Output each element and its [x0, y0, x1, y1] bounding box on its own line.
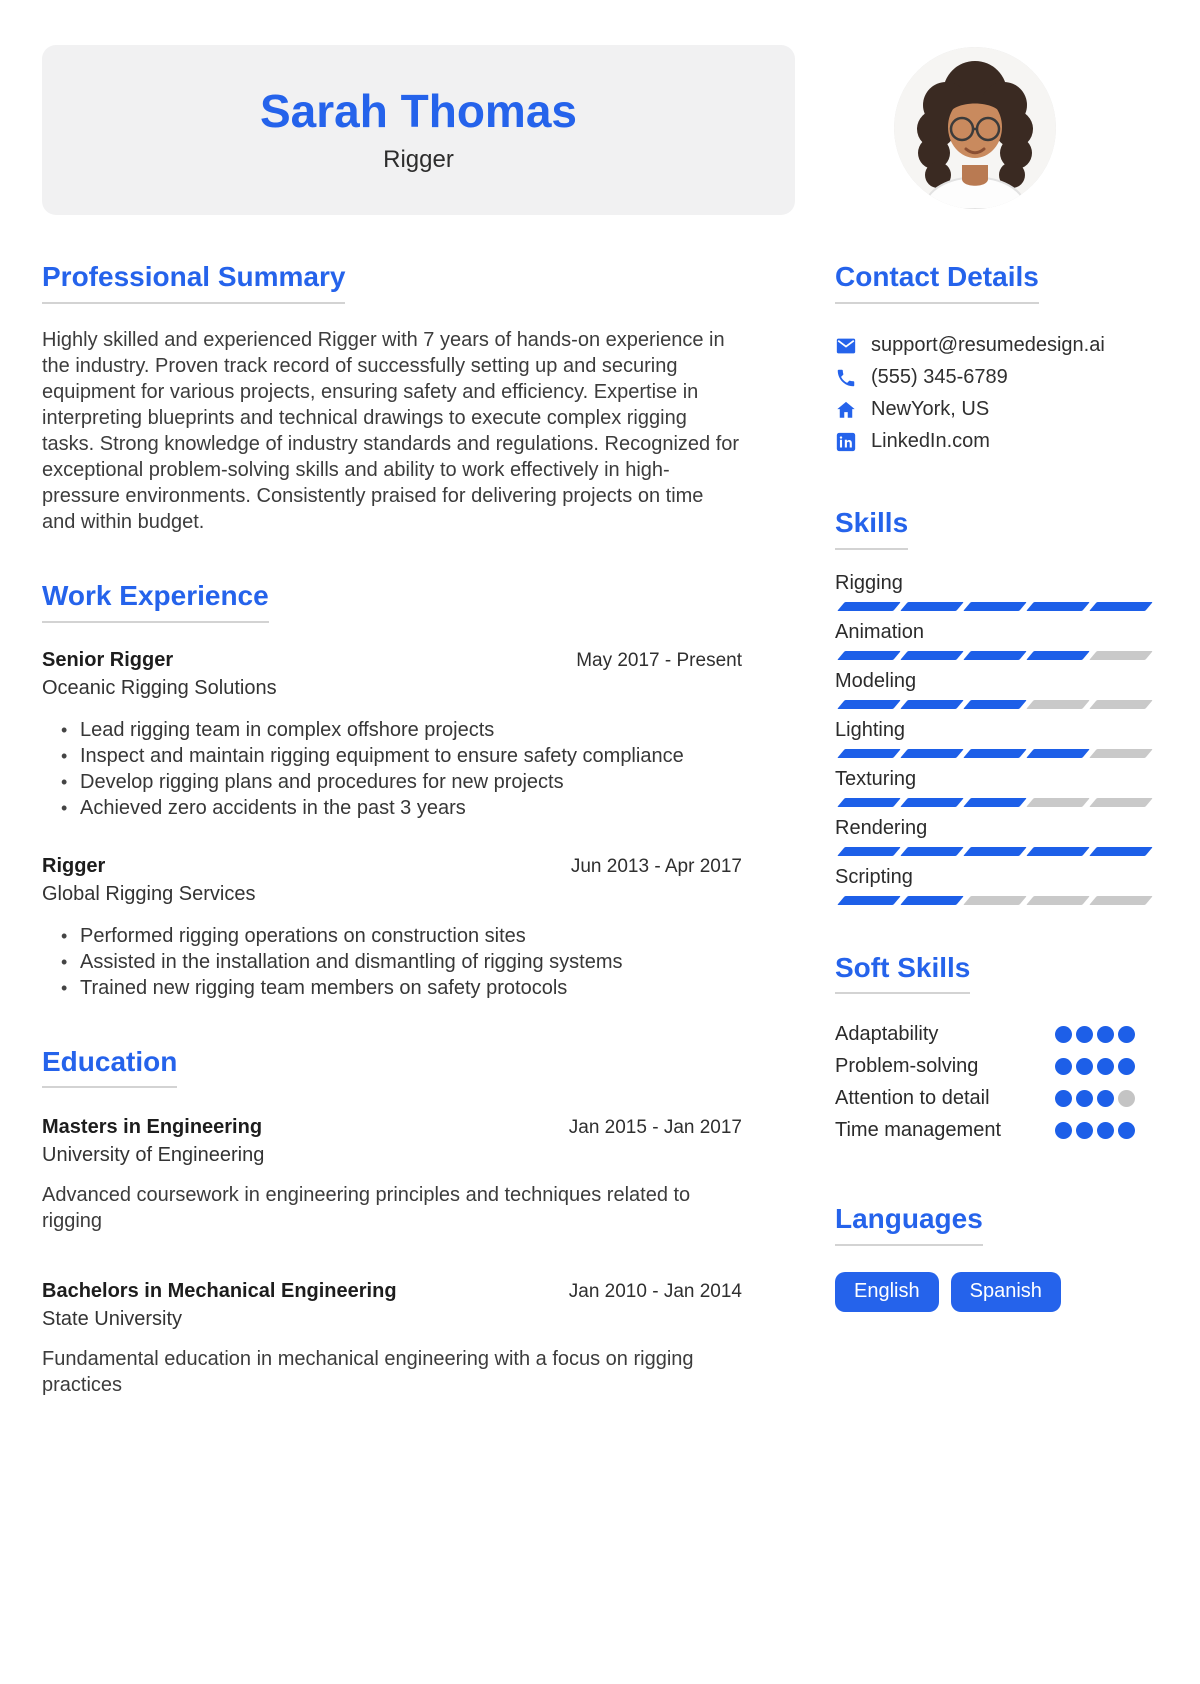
rating-dot-empty	[1055, 1143, 1072, 1160]
skill-name: Texturing	[835, 767, 917, 790]
job-dates: Jun 2013 - Apr 2017	[570, 855, 742, 877]
job-company: Oceanic Rigging Solutions	[42, 676, 277, 699]
avatar-illustration	[894, 47, 1056, 209]
skill-name: Rigging	[835, 571, 903, 594]
content-columns	[42, 262, 1155, 1444]
rating-dot-filled	[1118, 1058, 1135, 1075]
job-bullet: • Lead rigging team in complex offshore projects	[80, 717, 742, 743]
education-dates: Jan 2015 - Jan 2017	[568, 1117, 742, 1139]
skill-bar-segment-empty	[1089, 798, 1153, 807]
skill-bar	[835, 798, 1155, 807]
skill-row	[835, 572, 1155, 611]
skill-bar-segment-filled	[963, 847, 1027, 856]
skill-bar-segment-filled	[837, 602, 901, 611]
education-heading: Education	[42, 1047, 177, 1089]
skill-bar-segment-filled	[900, 651, 964, 660]
job-company: Global Rigging Services	[42, 882, 256, 905]
languages-list	[835, 1272, 1155, 1312]
skill-row	[835, 621, 1155, 660]
job-title: Senior Rigger	[42, 648, 174, 671]
contact-item-text: NewYork, US	[871, 398, 990, 421]
header-card	[42, 45, 795, 215]
job-entry	[42, 855, 742, 1001]
job-bullet: • Develop rigging plans and procedures for new projects	[80, 769, 742, 795]
skills-section	[835, 508, 1155, 905]
skill-row	[835, 817, 1155, 856]
skill-bar-segment-filled	[963, 798, 1027, 807]
skill-bar-segment-filled	[1089, 602, 1153, 611]
education-entry-header	[42, 1116, 742, 1139]
contact-item	[835, 394, 1155, 426]
skill-bar-segment-filled	[1089, 847, 1153, 856]
skill-bar-segment-filled	[900, 896, 964, 905]
skill-bar-segment-filled	[1026, 602, 1090, 611]
contact-item	[835, 362, 1155, 394]
job-title: Rigger	[42, 854, 106, 877]
rating-dot-filled	[1097, 1026, 1114, 1043]
skill-bar-segment-empty	[1089, 700, 1153, 709]
skill-bar-segment-filled	[837, 749, 901, 758]
languages-heading: Languages	[835, 1204, 983, 1246]
skill-bar-segment-filled	[963, 700, 1027, 709]
soft-skills-list	[835, 1018, 1155, 1146]
skill-bar	[835, 749, 1155, 758]
job-bullet: • Performed rigging operations on construction sites	[80, 923, 742, 949]
education-description: Advanced coursework in engineering principles and techniques related to rigging	[42, 1184, 691, 1233]
contact-item[interactable]	[835, 426, 1155, 458]
contact-item-text: (555) 345-6789	[871, 366, 1008, 389]
rating-dot-filled	[1118, 1026, 1135, 1043]
skill-row	[835, 719, 1155, 758]
soft-skill-name: Attention to detail	[835, 1086, 990, 1109]
skill-row	[835, 768, 1155, 807]
rating-dot-filled	[1055, 1122, 1072, 1139]
school-name: State University	[42, 1308, 183, 1331]
skill-bar-segment-filled	[1026, 847, 1090, 856]
rating-dot-filled	[1097, 1058, 1114, 1075]
job-entry	[42, 649, 742, 821]
summary-section	[42, 262, 742, 535]
rating-dot-empty	[1118, 1090, 1135, 1107]
skill-bar-segment-empty	[1026, 798, 1090, 807]
contact-item-text: LinkedIn.com	[871, 430, 990, 453]
soft-skills-heading: Soft Skills	[835, 953, 970, 995]
school-name: University of Engineering	[42, 1144, 265, 1167]
skill-name: Animation	[835, 620, 924, 643]
rating-dot-filled	[1076, 1058, 1093, 1075]
soft-skill-dots	[1055, 1122, 1135, 1139]
soft-skills-section	[835, 953, 1155, 1147]
rating-dot-filled	[1118, 1122, 1135, 1139]
education-entry	[42, 1116, 742, 1234]
skill-bar-segment-filled	[963, 602, 1027, 611]
language-pill-spanish[interactable]: Spanish	[951, 1272, 1061, 1312]
job-bullet: • Assisted in the installation and dismantling of rigging systems	[80, 949, 742, 975]
job-bullet: • Trained new rigging team members on safety protocols	[80, 975, 742, 1001]
education-list	[42, 1116, 742, 1398]
person-name: Sarah Thomas	[260, 84, 577, 137]
job-bullet-list	[42, 717, 742, 821]
experience-section	[42, 581, 742, 1001]
email-icon	[835, 335, 871, 357]
skill-bar-segment-filled	[837, 651, 901, 660]
skill-bar-segment-filled	[1026, 749, 1090, 758]
skill-bar-segment-filled	[837, 896, 901, 905]
home-icon	[835, 399, 871, 421]
rating-dot-filled	[1076, 1026, 1093, 1043]
job-entry-header	[42, 649, 742, 672]
header	[42, 45, 1155, 215]
skill-bar-segment-filled	[1026, 651, 1090, 660]
soft-skill-row	[835, 1050, 1155, 1082]
skill-bar	[835, 602, 1155, 611]
skill-bar-segment-filled	[900, 602, 964, 611]
skills-list	[835, 572, 1155, 905]
skill-bar-segment-filled	[837, 798, 901, 807]
skills-heading: Skills	[835, 508, 908, 550]
rating-dot-filled	[1055, 1090, 1072, 1107]
sidebar-column	[835, 262, 1155, 1444]
education-description: Fundamental education in mechanical engineering with a focus on rigging practices	[42, 1348, 694, 1397]
rating-dot-filled	[1055, 1058, 1072, 1075]
skill-bar-segment-filled	[837, 847, 901, 856]
skill-bar-segment-empty	[963, 896, 1027, 905]
skill-bar-segment-filled	[963, 749, 1027, 758]
soft-skill-dots	[1055, 1058, 1135, 1075]
skill-row	[835, 670, 1155, 709]
skill-bar	[835, 651, 1155, 660]
soft-skill-dots	[1055, 1026, 1135, 1043]
job-entry-header	[42, 855, 742, 878]
skill-bar-segment-empty	[1089, 749, 1153, 758]
contact-item[interactable]	[835, 330, 1155, 362]
phone-icon	[835, 367, 871, 389]
job-dates: May 2017 - Present	[576, 649, 742, 671]
job-bullet: • Achieved zero accidents in the past 3 years	[80, 795, 742, 821]
summary-text: Highly skilled and experienced Rigger with 7 years of hands-on experience in the industry. Proven track record of successfully setting up and securing equipment for various projects, ensuring safety and efficiency. Expertise in interpreting blueprints and technical drawings to execute complex rigging tasks. Strong knowledge of industry standards and regulations. Recognized for exceptional problem-solving skills and ability to work effectively in high-pressure environments. Consistently praised for delivering projects on time and within budget.	[42, 328, 740, 533]
rating-dot-filled	[1076, 1090, 1093, 1107]
degree-title: Bachelors in Mechanical Engineering	[42, 1280, 397, 1303]
skill-bar-segment-filled	[900, 847, 964, 856]
skill-name: Modeling	[835, 669, 917, 692]
soft-skill-row	[835, 1114, 1155, 1146]
skill-bar-segment-filled	[900, 798, 964, 807]
rating-dot-filled	[1097, 1090, 1114, 1107]
linkedin-icon	[835, 431, 871, 453]
skill-bar	[835, 896, 1155, 905]
job-list	[42, 649, 742, 1001]
skill-name: Rendering	[835, 816, 928, 839]
soft-skill-row	[835, 1082, 1155, 1114]
soft-skill-name: Problem-solving	[835, 1054, 979, 1077]
degree-title: Masters in Engineering	[42, 1116, 263, 1139]
education-dates: Jan 2010 - Jan 2014	[568, 1281, 742, 1303]
job-bullet-list	[42, 923, 742, 1001]
contact-list	[835, 330, 1155, 458]
skill-bar-segment-empty	[1089, 896, 1153, 905]
skill-bar-segment-filled	[900, 749, 964, 758]
skill-bar-segment-empty	[1026, 896, 1090, 905]
skill-name: Scripting	[835, 865, 913, 888]
soft-skill-name: Adaptability	[835, 1022, 939, 1045]
soft-skill-name: Time management	[835, 1118, 1001, 1141]
skill-bar-segment-empty	[1089, 651, 1153, 660]
contact-heading: Contact Details	[835, 262, 1039, 304]
skill-row	[835, 866, 1155, 905]
skill-bar	[835, 847, 1155, 856]
rating-dot-filled	[1076, 1122, 1093, 1139]
rating-dot-filled	[1097, 1122, 1114, 1139]
education-entry	[42, 1280, 742, 1398]
main-column	[42, 262, 742, 1444]
soft-skill-dots	[1055, 1090, 1135, 1107]
education-section	[42, 1047, 742, 1399]
education-entry-header	[42, 1280, 742, 1303]
person-title: Rigger	[383, 146, 454, 174]
contact-item-text: support@resumedesign.ai	[871, 334, 1105, 357]
job-bullet: • Inspect and maintain rigging equipment to ensure safety compliance	[80, 743, 742, 769]
skill-bar-segment-filled	[837, 700, 901, 709]
languages-section	[835, 1204, 1155, 1312]
profile-photo	[894, 47, 1056, 209]
skill-bar	[835, 700, 1155, 709]
skill-bar-segment-filled	[963, 651, 1027, 660]
rating-dot-filled	[1055, 1026, 1072, 1043]
skill-name: Lighting	[835, 718, 906, 741]
skill-bar-segment-filled	[900, 700, 964, 709]
language-pill-english[interactable]: English	[835, 1272, 939, 1312]
skill-bar-segment-empty	[1026, 700, 1090, 709]
soft-skill-row	[835, 1018, 1155, 1050]
experience-heading: Work Experience	[42, 581, 269, 623]
summary-heading: Professional Summary	[42, 262, 345, 304]
contact-section	[835, 262, 1155, 458]
